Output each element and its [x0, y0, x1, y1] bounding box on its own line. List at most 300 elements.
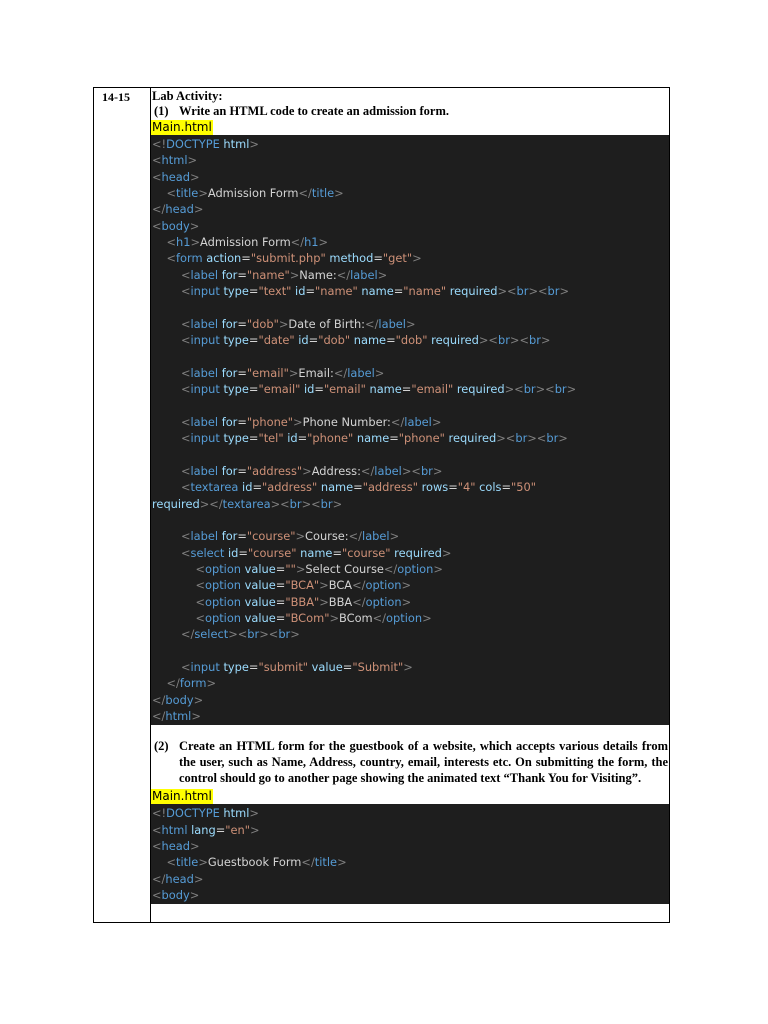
code-token-text: Guestbook Form	[207, 855, 302, 870]
code-token-tag-name: input	[190, 431, 220, 446]
code-token-attribute-name: for	[221, 414, 238, 429]
code-token-punctuation: ></	[199, 496, 223, 511]
code-token-attribute-name: value	[244, 594, 276, 609]
code-token-punctuation: <	[166, 235, 177, 250]
code-token-text: =	[342, 660, 353, 674]
code-token-punctuation: >	[295, 561, 306, 576]
code-token-attribute-value: "name"	[315, 284, 358, 299]
code-token-attribute-name: value	[244, 561, 276, 576]
code-token-punctuation: <	[152, 153, 162, 168]
code-token-tag-name: DOCTYPE	[166, 806, 220, 821]
code-token-tag-name: br	[247, 627, 260, 642]
code-token-punctuation: >	[559, 284, 570, 299]
code-token-text: Select Course	[305, 561, 384, 576]
code-token-tag-name: label	[347, 365, 375, 380]
code-token-punctuation: </	[180, 627, 195, 642]
code-token-punctuation: ><	[527, 431, 547, 446]
code-token-punctuation: <	[152, 822, 162, 837]
code-token-punctuation: >	[198, 855, 208, 870]
code-token-attribute-value: "get"	[382, 251, 413, 266]
code-token-text	[152, 627, 181, 641]
code-token-attribute-value: "BCom"	[285, 610, 330, 625]
code-token-tag-name: select	[194, 627, 229, 642]
code-token-text: =	[237, 316, 247, 331]
code-token-text: =	[314, 382, 324, 397]
code-token-text: BBA	[328, 594, 353, 609]
code-token-punctuation: >	[566, 382, 577, 397]
code-token-attribute-name: required	[456, 382, 505, 397]
code-token-text	[152, 546, 181, 560]
code-token-punctuation: >	[374, 365, 385, 380]
code-token-tag-name: head	[161, 839, 190, 854]
code-token-text: BCom	[339, 610, 373, 625]
code-line	[151, 414, 669, 430]
code-token-text	[152, 562, 195, 576]
code-token-attribute-name: name	[356, 431, 390, 446]
code-token-text: Name:	[299, 267, 337, 282]
code-token-punctuation: <	[180, 463, 191, 478]
row-number: 14-15	[102, 90, 130, 104]
code-token-attribute-value: "dob"	[318, 333, 351, 348]
code-token-punctuation: >	[389, 529, 400, 544]
code-token-attribute-name: required	[449, 284, 498, 299]
code-token-punctuation: <	[180, 431, 191, 446]
code-token-punctuation: >	[278, 316, 289, 331]
code-line	[151, 201, 669, 217]
code-line	[151, 708, 669, 724]
code-token-text	[152, 578, 195, 592]
code-token-attribute-name: required	[394, 545, 442, 560]
code-line	[151, 561, 669, 577]
code-line	[151, 545, 669, 561]
code-token-tag-name: label	[190, 463, 219, 478]
code-token-text: Date of Birth:	[288, 316, 366, 331]
code-token-punctuation: >	[249, 137, 259, 151]
code-token-attribute-value: "address"	[246, 463, 303, 478]
code-token-text: Address:	[311, 463, 361, 478]
code-token-tag-name: head	[161, 169, 190, 184]
code-token-text: =	[389, 431, 399, 446]
code-token-tag-name: label	[190, 316, 219, 331]
code-token-punctuation: >	[329, 610, 339, 625]
code-token-text	[152, 284, 181, 298]
code-line	[151, 250, 669, 266]
code-token-text	[152, 382, 181, 396]
code-token-attribute-name: id	[242, 480, 253, 495]
code-token-attribute-value: "email"	[411, 382, 454, 397]
code-token-punctuation: ><	[228, 627, 248, 642]
code-token-text	[152, 676, 166, 690]
code-token-punctuation: >	[441, 545, 452, 560]
code-line	[151, 675, 669, 691]
code-token-tag-name: option	[205, 594, 242, 609]
code-token-text: =	[248, 660, 259, 674]
code-line	[151, 528, 669, 544]
code-token-tag-name: form	[179, 676, 207, 691]
code-token-punctuation: ><	[401, 463, 421, 478]
code-token-attribute-name: id	[287, 431, 298, 446]
code-token-tag-name: textarea	[222, 496, 271, 511]
code-token-text: =	[501, 480, 512, 495]
code-token-punctuation: ><	[504, 382, 524, 397]
code-token-attribute-value: "Submit"	[352, 660, 404, 674]
code-token-tag-name: br	[516, 284, 529, 299]
code-token-tag-name: head	[165, 202, 194, 217]
code-token-text: =	[237, 365, 247, 380]
code-token-punctuation: </	[152, 871, 166, 886]
code-token-punctuation: </	[360, 463, 375, 478]
code-token-text: BCA	[328, 578, 353, 593]
code-token-tag-name: input	[190, 333, 220, 348]
code-token-punctuation: <	[166, 186, 177, 201]
code-token-punctuation: >	[432, 463, 443, 478]
code-token-punctuation: >	[540, 333, 551, 348]
code-token-tag-name: br	[529, 333, 541, 348]
code-token-attribute-name: id	[303, 382, 315, 397]
code-token-tag-name: label	[190, 529, 219, 544]
code-token-text: =	[401, 382, 412, 397]
code-token-punctuation: <	[180, 316, 191, 331]
code-token-text: =	[275, 610, 286, 625]
code-token-tag-name: DOCTYPE	[166, 137, 220, 151]
code-token-attribute-name: for	[221, 316, 238, 331]
code-token-attribute-value: "BBA"	[285, 594, 320, 609]
code-token-attribute-name: name	[353, 333, 387, 348]
code-token-punctuation: ><	[528, 284, 548, 299]
task-1-file-label-row	[151, 119, 669, 135]
code-token-attribute-value: ""	[285, 561, 296, 576]
code-token-punctuation: </	[352, 578, 366, 593]
code-token-text: =	[275, 561, 286, 576]
code-token-attribute-name: html	[223, 806, 250, 821]
code-token-attribute-value: "en"	[225, 822, 250, 837]
code-token-text: =	[373, 251, 383, 266]
code-token-punctuation: >	[290, 627, 300, 642]
code-token-attribute-name: value	[311, 660, 343, 674]
code-token-tag-name: label	[404, 414, 432, 429]
code-token-attribute-name: type	[223, 382, 249, 397]
code-token-tag-name: label	[190, 267, 219, 282]
code-token-punctuation: <	[180, 480, 191, 495]
code-token-tag-name: label	[362, 529, 390, 544]
code-token-attribute-name: action	[206, 251, 242, 266]
code-token-attribute-name: for	[221, 529, 238, 544]
code-token-punctuation: >	[302, 463, 312, 478]
code-token-punctuation: <	[180, 382, 191, 397]
code-line	[151, 871, 669, 887]
code-token-punctuation: >	[193, 692, 204, 707]
code-token-punctuation: </	[333, 365, 348, 380]
code-line	[151, 316, 669, 332]
code-token-tag-name: br	[320, 496, 333, 511]
code-token-attribute-name: value	[244, 610, 276, 625]
code-token-text	[152, 415, 181, 429]
code-token-punctuation: <	[180, 529, 191, 544]
code-token-attribute-value: "submit"	[258, 660, 309, 674]
code-token-tag-name: label	[374, 463, 402, 478]
code-token-punctuation: >	[288, 365, 299, 380]
code-token-punctuation: >	[190, 235, 201, 250]
code-line	[151, 447, 669, 463]
code-line	[151, 822, 669, 838]
code-token-punctuation: </	[348, 529, 363, 544]
code-token-punctuation: >	[249, 806, 259, 821]
code-token-tag-name: body	[161, 888, 190, 903]
code-token-attribute-name: required	[152, 496, 200, 511]
code-token-punctuation: >	[193, 871, 204, 886]
code-token-punctuation: <!	[152, 806, 167, 821]
code-token-tag-name: textarea	[190, 480, 239, 495]
code-token-attribute-value: "email"	[246, 365, 289, 380]
code-token-punctuation: <!	[152, 137, 167, 151]
code-token-punctuation: >	[319, 594, 329, 609]
code-token-tag-name: option	[365, 578, 402, 593]
code-token-tag-name: head	[165, 871, 194, 886]
code-token-tag-name: option	[386, 610, 423, 625]
code-token-text: Phone Number:	[302, 414, 391, 429]
code-token-attribute-name: rows	[421, 480, 449, 495]
code-token-punctuation: ><	[259, 627, 279, 642]
code-token-punctuation: >	[332, 496, 343, 511]
code-token-punctuation: >	[293, 414, 303, 429]
code-token-attribute-value: "address"	[261, 480, 318, 495]
code-token-punctuation: ><	[301, 496, 321, 511]
code-token-punctuation: </	[383, 561, 398, 576]
lab-activity-heading: Lab Activity:	[152, 89, 223, 103]
code-token-text	[152, 855, 166, 869]
code-token-attribute-value: "email"	[323, 382, 366, 397]
code-token-text: Course:	[305, 529, 349, 544]
task-2-file-label: Main.html	[152, 789, 212, 804]
code-line	[151, 479, 669, 495]
code-token-tag-name: br	[497, 333, 510, 348]
code-token-punctuation: >	[189, 218, 200, 233]
code-token-attribute-name: type	[223, 660, 249, 674]
code-line	[151, 692, 669, 708]
code-token-punctuation: <	[195, 578, 205, 593]
code-token-punctuation: <	[195, 561, 205, 576]
code-token-attribute-value: "address"	[362, 480, 418, 495]
code-token-text	[152, 317, 181, 331]
code-line	[151, 577, 669, 593]
code-token-tag-name: body	[161, 218, 190, 233]
code-token-tag-name: br	[289, 496, 302, 511]
code-token-tag-name: html	[161, 822, 188, 837]
code-token-tag-name: title	[176, 855, 199, 870]
code-token-punctuation: >	[431, 414, 442, 429]
code-token-attribute-value: "text"	[258, 284, 292, 299]
code-token-punctuation: </	[152, 692, 166, 707]
code-token-attribute-name: for	[221, 365, 238, 380]
code-token-punctuation: >	[191, 709, 201, 724]
code-token-text: =	[308, 333, 319, 348]
code-token-attribute-name: value	[244, 578, 276, 593]
content-cell	[151, 88, 669, 922]
code-token-text: =	[238, 545, 248, 560]
code-token-attribute-value: "course"	[341, 545, 391, 560]
code-token-punctuation: >	[295, 529, 306, 544]
code-token-text: =	[237, 267, 247, 282]
code-token-text: =	[248, 333, 259, 348]
code-token-text	[152, 660, 181, 674]
code-token-attribute-value: "name"	[246, 267, 290, 282]
code-token-punctuation: ><	[270, 496, 290, 511]
code-token-punctuation: ><	[497, 284, 517, 299]
code-token-tag-name: form	[176, 251, 203, 266]
code-token-attribute-value: "50"	[511, 480, 536, 495]
code-line	[151, 805, 669, 821]
code-token-attribute-name: name	[320, 480, 354, 495]
code-token-tag-name: title	[176, 186, 199, 201]
code-line	[151, 838, 669, 854]
task-1-text: Write an HTML code to create an admission form.	[179, 104, 449, 118]
code-token-attribute-value: "submit.php"	[250, 251, 326, 266]
code-token-punctuation: >	[187, 153, 198, 168]
code-token-text: =	[275, 578, 286, 593]
code-line	[151, 643, 669, 659]
code-token-text	[152, 595, 195, 609]
code-token-attribute-name: method	[329, 251, 374, 266]
code-token-tag-name: title	[311, 186, 335, 201]
code-token-attribute-value: "phone"	[398, 431, 445, 446]
code-token-punctuation: >	[190, 169, 200, 184]
code-token-text: =	[241, 251, 251, 266]
code-token-punctuation: </	[298, 186, 312, 201]
code-line	[151, 185, 669, 201]
code-token-tag-name: br	[554, 382, 567, 397]
code-token-punctuation: </	[152, 202, 166, 217]
code-token-text: =	[448, 480, 458, 495]
code-token-punctuation: <	[180, 660, 191, 674]
lab-activity-table	[93, 87, 670, 923]
code-token-tag-name: label	[378, 316, 406, 331]
code-token-punctuation: >	[193, 202, 204, 217]
code-line	[151, 430, 669, 446]
code-line	[151, 267, 669, 283]
code-token-tag-name: option	[205, 578, 242, 593]
code-token-text	[152, 235, 166, 249]
code-token-punctuation: </	[365, 316, 379, 331]
code-token-text: =	[248, 431, 259, 446]
code-token-punctuation: </	[301, 855, 315, 870]
code-token-punctuation: <	[180, 545, 191, 560]
code-token-punctuation: <	[180, 267, 191, 282]
code-token-text	[152, 268, 181, 282]
code-token-attribute-name: for	[221, 267, 238, 282]
code-token-attribute-name: type	[223, 284, 249, 299]
code-token-text: =	[248, 284, 259, 299]
code-token-tag-name: input	[190, 382, 220, 397]
code-token-text: =	[332, 545, 342, 560]
code-token-tag-name: option	[205, 561, 242, 576]
code-token-text	[152, 611, 195, 625]
code-line	[151, 381, 669, 397]
code-line	[151, 332, 669, 348]
code-token-tag-name: title	[314, 855, 338, 870]
code-token-text	[152, 366, 181, 380]
code-token-tag-name: body	[165, 692, 194, 707]
code-token-text: =	[215, 822, 226, 837]
code-token-punctuation: </	[390, 414, 405, 429]
code-token-punctuation: <	[152, 888, 162, 903]
code-token-tag-name: input	[190, 284, 220, 299]
code-token-punctuation: >	[433, 561, 443, 576]
code-token-punctuation: </	[166, 676, 180, 691]
code-token-tag-name: input	[190, 660, 220, 674]
code-token-text: =	[237, 529, 247, 544]
code-token-attribute-value: "email"	[258, 382, 301, 397]
code-token-attribute-value: "date"	[258, 333, 295, 348]
code-token-punctuation: >	[422, 610, 432, 625]
code-token-text: =	[237, 414, 247, 429]
code-token-punctuation: >	[189, 888, 200, 903]
code-token-attribute-name: id	[295, 284, 306, 299]
code-token-punctuation: </	[336, 267, 351, 282]
code-token-attribute-name: name	[361, 284, 394, 299]
code-token-punctuation: >	[558, 431, 568, 446]
code-token-attribute-name: type	[223, 431, 249, 446]
code-token-tag-name: label	[190, 414, 219, 429]
code-token-tag-name: html	[165, 709, 192, 724]
code-line	[151, 234, 669, 250]
code-token-text: =	[393, 284, 404, 299]
code-token-punctuation: >	[401, 594, 412, 609]
code-token-punctuation: >	[190, 839, 200, 854]
code-token-attribute-name: id	[227, 545, 239, 560]
code-token-text: Email:	[298, 365, 334, 380]
code-line	[151, 169, 669, 185]
code-token-punctuation: ><	[535, 382, 555, 397]
code-token-tag-name: br	[420, 463, 433, 478]
code-token-attribute-name: lang	[191, 822, 216, 837]
code-token-text: =	[297, 431, 308, 446]
code-token-punctuation: </	[372, 610, 387, 625]
code-token-tag-name: br	[515, 431, 528, 446]
code-token-punctuation: >	[250, 822, 260, 837]
code-token-text: =	[252, 480, 262, 495]
code-token-punctuation: >	[289, 267, 300, 282]
code-token-tag-name: h1	[176, 235, 191, 250]
code-token-tag-name: label	[350, 267, 378, 282]
code-token-attribute-value: "BCA"	[285, 578, 320, 593]
code-line	[151, 594, 669, 610]
code-token-punctuation: >	[403, 660, 413, 674]
code-token-tag-name: br	[278, 627, 291, 642]
code-token-text: =	[248, 382, 259, 397]
task-2-file-label-row	[151, 788, 669, 804]
code-token-attribute-name: for	[221, 463, 238, 478]
code-line	[151, 854, 669, 870]
code-token-punctuation: <	[166, 251, 177, 266]
code-token-punctuation: </	[290, 235, 305, 250]
code-line	[151, 283, 669, 299]
code-token-punctuation: ><	[496, 431, 516, 446]
code-token-text	[152, 251, 166, 265]
code-token-punctuation: <	[180, 284, 191, 299]
code-line	[151, 659, 669, 675]
code-token-punctuation: <	[180, 333, 191, 348]
code-token-text	[152, 431, 181, 445]
code-line	[151, 512, 669, 528]
code-token-attribute-value: "dob"	[395, 333, 428, 348]
code-token-tag-name: br	[523, 382, 536, 397]
task-2-number: (2)	[154, 739, 169, 754]
code-token-text	[152, 333, 181, 347]
code-token-punctuation: <	[180, 414, 191, 429]
code-token-punctuation: <	[152, 169, 162, 184]
task-2-text: Create an HTML form for the guestbook of a website, which accepts various details from the user, such as Name, Address, country, email, interests etc. On submitting the form, the control should go to another page showing the animated text “Thank You for Visiting”.	[179, 739, 668, 786]
code-token-punctuation: <	[152, 839, 162, 854]
